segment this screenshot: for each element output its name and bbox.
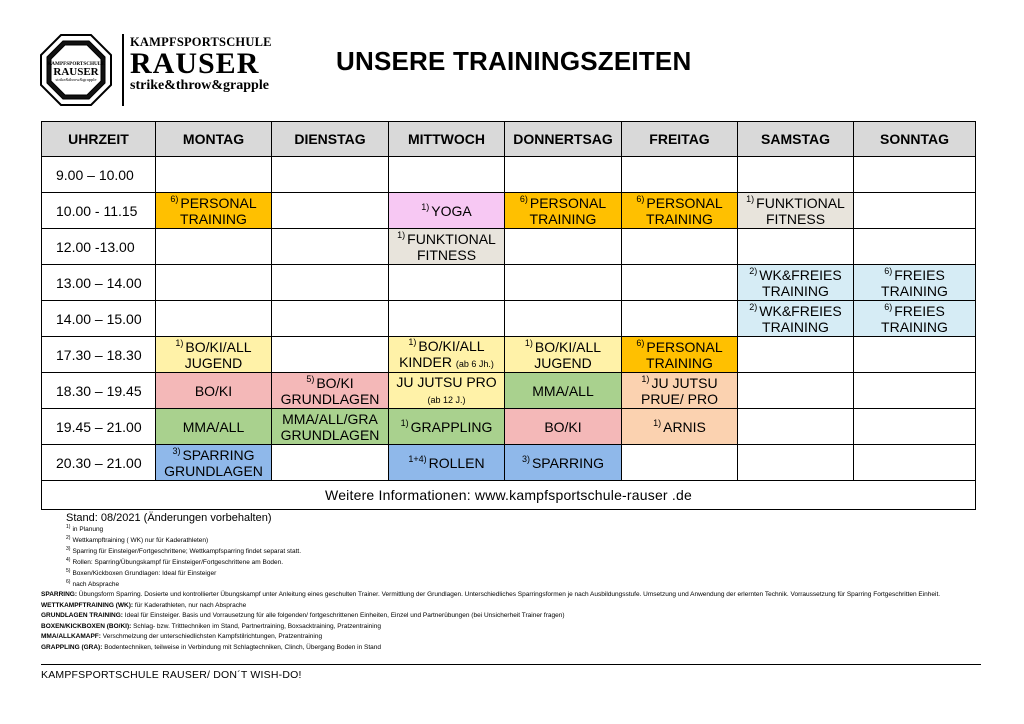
session-name: FUNKTIONAL FITNESS — [407, 230, 496, 263]
session-cell-sat — [738, 301, 854, 337]
definition-term: GRAPPLING (GRA): — [41, 643, 103, 651]
definition-term: GRUNDLAGEN TRAINING: — [41, 612, 123, 619]
footnote-text: Wettkampftraining ( WK) nur für Kaderathleten) — [72, 537, 209, 544]
definitions — [41, 590, 991, 653]
session-cell-sun — [854, 229, 976, 265]
footnote-number: 6) — [66, 578, 71, 585]
definition-text: Ideal für Einsteiger. Basis und Vorrausetzung für alle folgenden/ fortgeschrittenen Einheiten, Einzel und Partnerübungen (bei Unsicherheit Trainer fragen) — [122, 612, 565, 619]
footnote-marker: 1) — [653, 417, 662, 428]
footnote-marker: 6) — [636, 193, 645, 204]
header-row — [42, 122, 976, 157]
session-cell-sat — [738, 157, 854, 193]
session-name: MMA/ALL — [532, 382, 594, 399]
time-cell: 9.00 – 10.00 — [42, 157, 156, 193]
session-cell-wed — [389, 157, 505, 193]
session-name: BO/KI — [194, 382, 233, 399]
time-cell: 20.30 – 21.00 — [42, 445, 156, 481]
session-cell-wed — [389, 301, 505, 337]
definition-item — [41, 590, 991, 601]
footnote-number: 5) — [66, 567, 71, 574]
session-cell-sat — [738, 445, 854, 481]
session-cell-tue — [272, 157, 389, 193]
definition-item — [41, 632, 991, 643]
session-name: FREIES TRAINING — [881, 302, 948, 335]
session-name: FREIES TRAINING — [881, 266, 948, 299]
school-logo — [40, 34, 272, 106]
session-cell-tue — [272, 445, 389, 481]
info-text: Weitere Informationen: www.kampfsportschule-rauser .de — [42, 481, 976, 510]
session-cell-thu — [505, 301, 622, 337]
footnote-marker: 3) — [172, 445, 181, 456]
footnote-item — [66, 557, 301, 568]
footnote-marker: 1+4) — [408, 453, 427, 464]
session-name: BO/KI/ALL KINDER — [399, 337, 485, 370]
session-cell-wed — [389, 229, 505, 265]
session-cell-wed — [389, 445, 505, 481]
session-cell-fri — [622, 265, 738, 301]
session-name: WK&FREIES TRAINING — [759, 266, 842, 299]
info-row — [42, 481, 976, 510]
session-cell-tue — [272, 301, 389, 337]
footnote-text: Boxen/Kickboxen Grundlagen: Ideal für Einsteiger — [72, 570, 217, 577]
session-cell-sun — [854, 337, 976, 373]
session-cell-sun — [854, 193, 976, 229]
definition-text: für Kaderathleten, nur nach Absprache — [133, 601, 247, 609]
session-cell-tue — [272, 373, 389, 409]
octagon-text-bottom: strike&throw&grapple — [55, 77, 97, 82]
table-row — [42, 193, 976, 229]
age-note: (ab 6 Jh.) — [455, 358, 494, 369]
session-cell-sat — [738, 337, 854, 373]
session-cell-fri — [622, 337, 738, 373]
footnote-number: 1) — [66, 523, 71, 530]
session-cell-mon — [156, 193, 272, 229]
session-cell-sat — [738, 373, 854, 409]
time-cell: 10.00 - 11.15 — [42, 193, 156, 229]
session-cell-sun — [854, 409, 976, 445]
header-cell: SONNTAG — [854, 122, 976, 157]
session-cell-mon — [156, 445, 272, 481]
session-cell-sun — [854, 301, 976, 337]
footnote-item — [66, 546, 301, 557]
session-cell-mon — [156, 337, 272, 373]
session-cell-wed — [389, 193, 505, 229]
session-cell-fri — [622, 301, 738, 337]
table-row — [42, 229, 976, 265]
session-cell-fri — [622, 229, 738, 265]
footnote-item — [66, 524, 301, 535]
session-cell-thu — [505, 265, 622, 301]
footnote-item — [66, 579, 301, 590]
footnote-marker: 1) — [641, 373, 650, 384]
table-row — [42, 265, 976, 301]
session-cell-tue — [272, 229, 389, 265]
logo-line-3: strike&throw&grapple — [130, 78, 269, 93]
definition-item — [41, 643, 991, 654]
session-cell-sun — [854, 265, 976, 301]
session-name: FUNKTIONAL FITNESS — [756, 194, 845, 227]
session-name: BO/KI — [544, 418, 582, 435]
octagon-logo-icon — [40, 34, 112, 106]
definition-item — [41, 601, 991, 612]
footnote-number: 4) — [66, 556, 71, 563]
header-cell: MITTWOCH — [389, 122, 505, 157]
session-cell-sat — [738, 229, 854, 265]
table-row — [42, 445, 976, 481]
session-name: BO/KI GRUNDLAGEN — [280, 374, 380, 407]
definition-term: WETTKAMPFTRAINING (WK): — [41, 601, 134, 609]
session-name: WK&FREIES TRAINING — [759, 302, 842, 335]
session-name: MMA/ALL/GRA GRUNDLAGEN — [280, 410, 380, 443]
session-cell-fri — [622, 157, 738, 193]
footnote-marker: 1) — [421, 201, 430, 212]
session-cell-fri — [622, 193, 738, 229]
definition-term: SPARRING: — [41, 591, 77, 598]
session-cell-mon — [156, 301, 272, 337]
session-cell-wed — [389, 409, 505, 445]
footnote-marker: 6) — [884, 301, 893, 312]
session-cell-thu — [505, 337, 622, 373]
session-cell-fri — [622, 373, 738, 409]
session-cell-mon — [156, 373, 272, 409]
session-cell-wed — [389, 337, 505, 373]
session-cell-wed — [389, 373, 505, 409]
stand-note: Stand: 08/2021 (Änderungen vorbehalten) — [66, 512, 272, 524]
table-row — [42, 409, 976, 445]
footnote-marker: 1) — [746, 193, 755, 204]
footnote-marker: 6) — [884, 265, 893, 276]
session-cell-mon — [156, 265, 272, 301]
session-name: SPARRING — [531, 454, 605, 471]
logo-line-1: KAMPFSPORTSCHULE — [130, 35, 272, 49]
header-cell: DIENSTAG — [272, 122, 389, 157]
session-name: ARNIS — [663, 418, 706, 435]
footnote-marker: 1) — [175, 337, 184, 348]
session-name: GRAPPLING — [410, 418, 493, 435]
footnote-text: Sparring für Einsteiger/Fortgeschrittene; Wettkampfsparring findet separat statt. — [72, 548, 302, 555]
table-row — [42, 157, 976, 193]
session-cell-mon — [156, 409, 272, 445]
logo-wordmark — [122, 34, 272, 106]
footnote-number: 3) — [66, 545, 71, 552]
footnote-marker: 1) — [524, 337, 533, 348]
session-cell-sun — [854, 373, 976, 409]
session-cell-fri — [622, 445, 738, 481]
definition-item — [41, 611, 991, 622]
footnote-marker: 1) — [400, 417, 409, 428]
session-name: JU JUTSU PRO — [396, 373, 497, 390]
header-cell: MONTAG — [156, 122, 272, 157]
footnote-marker: 6) — [519, 193, 528, 204]
footnote-marker: 6) — [636, 337, 645, 348]
session-name: BO/KI/ALL JUGEND — [534, 338, 602, 371]
table-row — [42, 373, 976, 409]
session-name: JU JUTSU PRUE/ PRO — [640, 374, 718, 407]
session-cell-thu — [505, 445, 622, 481]
session-cell-thu — [505, 229, 622, 265]
session-name: YOGA — [431, 202, 472, 219]
time-cell: 14.00 – 15.00 — [42, 301, 156, 337]
time-cell: 12.00 -13.00 — [42, 229, 156, 265]
footnote-marker: 2) — [749, 265, 758, 276]
session-name: ROLLEN — [428, 454, 485, 471]
footnote-marker: 5) — [306, 373, 315, 384]
session-cell-thu — [505, 373, 622, 409]
footnote-number: 2) — [66, 534, 71, 541]
session-cell-thu — [505, 157, 622, 193]
definition-item — [41, 622, 991, 633]
time-cell: 13.00 – 14.00 — [42, 265, 156, 301]
session-name: BO/KI/ALL JUGEND — [184, 338, 252, 371]
definition-text: Bodentechniken, teilweise in Verbindung mit Schlagtechniken, Clinch, Übergang Boden in Stand — [102, 643, 381, 651]
footnote-marker: 2) — [749, 301, 758, 312]
table-row — [42, 301, 976, 337]
definition-text: Verschmelzung der unterschiedlichsten Kampfstilrichtungen, Pratzentraining — [100, 633, 323, 640]
header-cell: FREITAG — [622, 122, 738, 157]
table-row — [42, 337, 976, 373]
session-cell-tue — [272, 337, 389, 373]
footer-text: KAMPFSPORTSCHULE RAUSER/ DON´T WISH-DO! — [41, 669, 302, 681]
session-cell-thu — [505, 193, 622, 229]
session-name: MMA/ALL — [182, 418, 245, 435]
time-cell: 17.30 – 18.30 — [42, 337, 156, 373]
session-name: PERSONAL TRAINING — [646, 194, 723, 227]
octagon-text-mid: RAUSER — [53, 66, 99, 78]
session-name: PERSONAL TRAINING — [180, 194, 257, 227]
header-cell: DONNERTSAG — [505, 122, 622, 157]
definition-term: BOXEN/KICKBOXEN (BO/KI): — [41, 622, 132, 630]
footnote-marker: 1) — [397, 229, 406, 240]
footer-divider — [41, 664, 981, 665]
octagon-text-top: KAMPFSPORTSCHULE — [47, 61, 105, 67]
session-cell-wed — [389, 265, 505, 301]
header-cell: UHRZEIT — [42, 122, 156, 157]
footnote-text: Rollen: Sparring/Übungskampf für Einsteiger/Fortgeschrittene am Boden. — [72, 559, 284, 566]
schedule-table — [41, 121, 976, 510]
footnote-item — [66, 568, 301, 579]
logo-line-2: RAUSER — [130, 47, 260, 80]
session-cell-fri — [622, 409, 738, 445]
footnote-text: in Planung — [72, 526, 104, 533]
session-cell-thu — [505, 409, 622, 445]
schedule-body — [42, 157, 976, 481]
session-cell-tue — [272, 265, 389, 301]
session-cell-sat — [738, 409, 854, 445]
footnote-marker: 6) — [170, 193, 179, 204]
footnote-item — [66, 535, 301, 546]
session-cell-sun — [854, 157, 976, 193]
session-name: PERSONAL TRAINING — [529, 194, 607, 227]
header-cell: SAMSTAG — [738, 122, 854, 157]
session-cell-tue — [272, 193, 389, 229]
session-cell-sun — [854, 445, 976, 481]
footnote-text: nach Absprache — [72, 581, 120, 588]
time-cell: 19.45 – 21.00 — [42, 409, 156, 445]
footnotes — [66, 524, 301, 590]
footnote-marker: 1) — [408, 336, 417, 347]
definition-term: MMA/ALLKAMAPF: — [41, 633, 101, 640]
age-note: (ab 12 J.) — [427, 394, 466, 405]
session-name: SPARRING GRUNDLAGEN — [164, 446, 263, 479]
session-cell-mon — [156, 157, 272, 193]
footnote-marker: 3) — [521, 453, 530, 464]
time-cell: 18.30 – 19.45 — [42, 373, 156, 409]
definition-text: Schlag- bzw. Tritttechniken im Stand, Partnertraining, Boxsacktraining, Pratzentraining — [131, 622, 381, 630]
page-title: UNSERE TRAININGSZEITEN — [336, 46, 692, 76]
session-cell-sat — [738, 265, 854, 301]
definition-text: Übungsform Sparring. Dosierte und kontrollierter Übungskampf unter Anleitung eines geschulten Trainer. Vermittlung der Grundlagen. Unterschiedliches Sparringsformen je nach Ausbildungsstufe. Umsetzung und Anwendung der erlernten Technik. Vorraussetzung für Sparring Fortgeschritten Einheit. — [77, 591, 941, 598]
session-cell-mon — [156, 229, 272, 265]
session-cell-tue — [272, 409, 389, 445]
session-name: PERSONAL TRAINING — [646, 338, 723, 371]
session-cell-sat — [738, 193, 854, 229]
